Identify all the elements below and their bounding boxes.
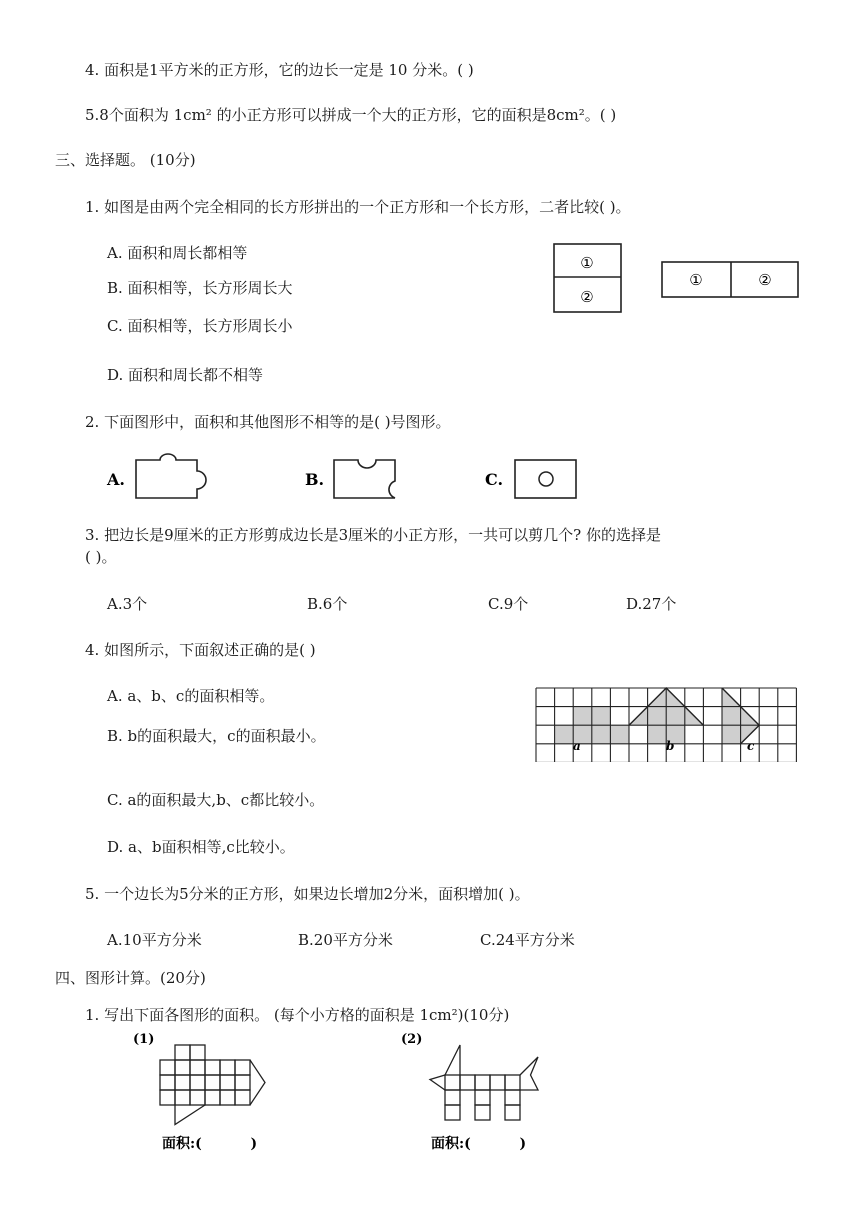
figure-label-1: (1) <box>133 1032 155 1047</box>
rect-label-2: ② <box>758 271 772 289</box>
choice-q1-option-c: C. 面积相等，长方形周长小 <box>107 317 293 335</box>
choice-q4-option-a: A. a、b、c的面积相等。 <box>107 687 275 705</box>
square-label-1: ① <box>580 254 594 272</box>
square-label-2: ② <box>580 288 594 306</box>
shape-label-a: A. <box>107 470 125 489</box>
choice-q3-option-a: A.3个 <box>107 595 148 613</box>
choice-q4-stem: 4. 如图所示，下面叙述正确的是( ) <box>85 641 316 659</box>
choice-q3-option-d: D.27个 <box>626 595 677 613</box>
shape-label-b: B. <box>305 470 325 489</box>
choice-q5-option-b: B.20平方分米 <box>298 931 393 949</box>
figure-q1-shapes <box>120 1028 580 1158</box>
grid-label-c: c <box>747 739 755 753</box>
choice-q3-option-c: C.9个 <box>488 595 529 613</box>
area-answer-1: 面积:( ) <box>162 1136 258 1152</box>
choice-q5-option-c: C.24平方分米 <box>480 931 575 949</box>
grid-label-b: b <box>666 739 675 753</box>
choice-q3-stem-line1: 3. 把边长是9厘米的正方形剪成边长是3厘米的小正方形，一共可以剪几个? 你的选择是 <box>85 526 661 544</box>
grid-label-a: a <box>573 739 581 753</box>
choice-q2-stem: 2. 下面图形中，面积和其他图形不相等的是( )号图形。 <box>85 413 451 431</box>
choice-q1-option-d: D. 面积和周长都不相等 <box>107 366 264 384</box>
choice-q5-stem: 5. 一个边长为5分米的正方形，如果边长增加2分米，面积增加( )。 <box>85 885 530 903</box>
figure-q1-stem: 1. 写出下面各图形的面积。 (每个小方格的面积是 1cm²)(10分) <box>85 1006 510 1024</box>
choice-q1-option-b: B. 面积相等，长方形周长大 <box>107 279 293 297</box>
shape-label-c: C. <box>485 470 504 489</box>
judge-q5: 5.8个面积为 1cm² 的小正方形可以拼成一个大的正方形，它的面积是8cm²。( ) <box>85 106 617 124</box>
choice-q1-stem: 1. 如图是由两个完全相同的长方形拼出的一个正方形和一个长方形，二者比较( )。 <box>85 198 631 216</box>
judge-q4: 4. 面积是1平方米的正方形，它的边长一定是 10 分米。( ) <box>85 61 474 79</box>
choice-q1-figure <box>550 240 810 320</box>
choice-q5-option-a: A.10平方分米 <box>107 931 202 949</box>
choice-q1-option-a: A. 面积和周长都相等 <box>107 244 248 262</box>
area-answer-2: 面积:( ) <box>431 1136 527 1152</box>
choice-q4-grid-figure <box>530 682 800 762</box>
figure-label-2: (2) <box>401 1032 423 1047</box>
choice-q4-option-d: D. a、b面积相等,c比较小。 <box>107 838 295 856</box>
choice-q4-option-c: C. a的面积最大,b、c都比较小。 <box>107 791 325 809</box>
choice-q2-figures <box>100 450 600 510</box>
choice-q3-option-b: B.6个 <box>307 595 348 613</box>
choice-q3-stem-line2: ( )。 <box>85 548 117 566</box>
section-heading-choice: 三、选择题。 (10分) <box>55 151 196 169</box>
section-heading-figure: 四、图形计算。(20分) <box>55 969 206 987</box>
rect-label-1: ① <box>689 271 703 289</box>
choice-q4-option-b: B. b的面积最大，c的面积最小。 <box>107 727 326 745</box>
